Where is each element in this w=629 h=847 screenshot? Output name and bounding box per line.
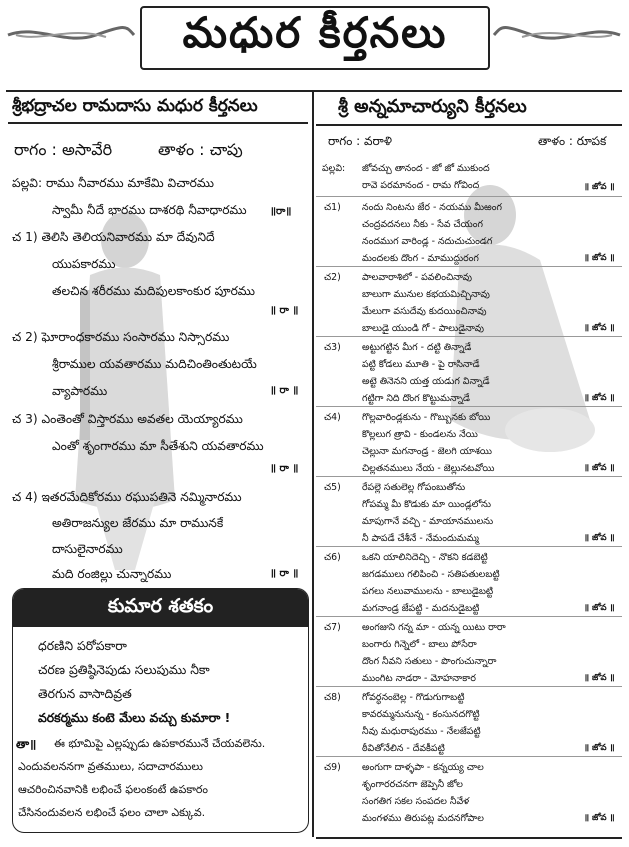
right-line: చంద్రవదనలు నీకు - సేవ చేయంగ (362, 219, 483, 230)
left-line: పల్లవి: రాము నీవారము మాకేమి విచారము (12, 176, 214, 190)
left-refrain: ॥రా॥ (270, 206, 292, 217)
title-flourish-right-icon (492, 22, 622, 48)
right-label: చ6) (324, 552, 341, 563)
right-label: చ3) (324, 342, 341, 353)
right-line: నీ పాపడే చేశీనే - నేమందుమమ్మ (362, 533, 479, 544)
shatakam-line: ధరణిని పరోపకారా (38, 638, 127, 653)
right-line: బాలుడై యుండి గో - పాలుడైనావు (362, 323, 484, 334)
right-label: చ4) (324, 412, 341, 423)
stanza-divider (316, 476, 622, 477)
left-line: చ 4) ఇతరమేదికోరము రఘుపతినె నమ్మినారము (12, 490, 242, 504)
right-label: చ9) (324, 762, 341, 773)
right-line: గొల్లవారిండ్లకును - గొబ్బునకు బోయి (362, 412, 491, 423)
right-line: రేపల్లె సతులెల్ల గోపంబుతోను (362, 482, 466, 493)
right-line: అట్టుగట్టిన మీగ - దట్టి తిన్నాడే (362, 342, 472, 353)
right-line: గోవర్ధనంబెల్ల - గొడుగుగాబట్టి (362, 692, 465, 703)
annamacharya-illustration-icon (420, 170, 610, 470)
right-line: మగనాండ్ర జేపట్టి - మదనుడైబట్టి (362, 603, 480, 614)
right-line: చిల్లతనములు నేయ - జెల్లునటవోయి (362, 463, 495, 474)
shatakam-line: చరణ ప్రతిష్ఠినెపుడు సలుపుము నీకా (38, 662, 210, 677)
right-line: సంగతిగ సకల సంపదల నీవేళ (362, 796, 470, 807)
right-refrain: ॥ జోవ ॥ (584, 323, 615, 333)
right-line: అంగజుని గన్న మా - యన్న యిటు రారా (362, 622, 506, 633)
header-divider (6, 90, 622, 92)
right-line: గట్టిగా నిది దొంగ కొట్టుమన్నాడే (362, 393, 470, 404)
right-line: మంగళము తిరుపట్ల మదనగోపాల (362, 813, 484, 824)
stanza-divider (316, 406, 622, 407)
left-refrain: ॥ రా ॥ (270, 463, 299, 474)
right-tala: తాళం : రూపక (538, 134, 607, 148)
left-refrain: ॥ రా ॥ (270, 305, 299, 316)
title-flourish-left-icon (6, 22, 136, 48)
shatakam-meaning-line: ఎందువలననగా వ్రతములు, సదాచారములు (18, 760, 203, 773)
left-line: చ 3) ఎంతెంతో విస్తారము అవతల యెయ్యారము (12, 412, 243, 426)
right-line: రావె పరమానంద - రామ గోవింద (362, 180, 480, 191)
shatakam-meaning-line: ఆచరించినవానికి లభించే ఫలంకంటే ఉపకారం (18, 783, 208, 796)
right-refrain: ॥ జోవ ॥ (584, 533, 615, 543)
right-line: ఒకని యాలినిదెచ్చి - నొకని కడబెట్టి (362, 552, 488, 563)
shatakam-meaning-line: చేసినందువలన లభించే ఫలం చాలా ఎక్కువ. (18, 806, 206, 819)
page-title-box (140, 6, 490, 70)
column-divider (312, 92, 314, 837)
right-line: శృంగారరచనగా జెప్పెనీ జోల (362, 779, 463, 790)
left-raga: రాగం : అసావేరి (14, 140, 113, 159)
left-line: శ్రీరాముల యవతారము మదిచింతింతుటయే (52, 357, 257, 371)
left-line: అతిరాజన్యుల జేరము మా రామునకే (52, 516, 224, 530)
right-line: మాపుగానే వచ్చి - మాయానములను (362, 516, 494, 527)
right-line: పట్టి కోడలు మూతి - పై రాసినాడే (362, 359, 480, 370)
stanza-divider (316, 686, 622, 687)
stanza-divider (316, 336, 622, 337)
right-line: మందలకు దొంగ - మాముద్దురంగ (362, 253, 479, 264)
right-refrain: ॥ జోవ ॥ (584, 463, 615, 473)
right-refrain: ॥ జోవ ॥ (584, 253, 615, 263)
left-line: దాసులైనారము (52, 542, 123, 556)
right-line: ఠీవితోనేలిన - దేవకీపట్టి (362, 743, 445, 754)
right-line: అట్టె తినెనని యత్త యడుగ విన్నాడే (362, 376, 490, 387)
right-line: చెల్లునా మగనాండ్ర - జెలగి యాశయి (362, 446, 492, 457)
right-title-underline (316, 124, 622, 126)
right-line: నందముగ వారిండ్ల - నదుచుచుండగ (362, 236, 493, 247)
right-refrain: ॥ జోవ ॥ (584, 813, 615, 823)
right-line: కొల్లలుగ త్రావి - కుండలను నేయి (362, 429, 478, 440)
right-label: చ1) (324, 202, 341, 213)
right-line: బాలుగా మునుల కభయమిచ్చినావు (362, 289, 490, 300)
right-line: కావరమ్మనునున్న - కంసునదగొట్టి (362, 709, 480, 720)
left-tala: తాళం : చాపు (158, 140, 243, 159)
page-title: మధుర కీర్తనలు (182, 8, 448, 57)
left-line: చ 2) ఘోరాంధకారము సంసారము నిస్సారము (12, 330, 230, 344)
stanza-divider (316, 196, 622, 197)
bottom-rule (316, 837, 622, 839)
right-label: చ8) (324, 692, 341, 703)
right-line: జోవచ్చు తానంద - జో జో ముకుంద (362, 163, 490, 174)
left-line: మది రంజిల్లు చున్నారము (52, 567, 172, 581)
left-line: యుపకారము (52, 257, 116, 271)
right-line: మేలుగా వసుదేవు కుదయించినావు (362, 306, 487, 317)
left-section-title: శ్రీభద్రాచల రామదాసు మధుర కీర్తనలు (12, 96, 258, 116)
left-refrain: ॥ రా ॥ (270, 385, 299, 396)
shatakam-ta-label: తా॥ (16, 737, 37, 751)
right-line: నీవు మధురాపురము - నేలజేపట్టి (362, 726, 481, 737)
right-line: గోపమ్మ మీ కొడుకు మా యిండ్లలోను (362, 499, 491, 510)
left-line: తలచిన శరీరము మదిపులకాంకుర పూరము (52, 284, 255, 298)
right-line: అంగుగా దాళ్ళపా - కన్నయ్య చాల (362, 762, 484, 773)
right-line: జగడములు గలిపించి - సతిపతులబట్టి (362, 569, 500, 580)
right-label: చ7) (324, 622, 341, 633)
right-refrain: ॥ జోవ ॥ (584, 743, 615, 753)
right-label: చ2) (324, 272, 341, 283)
right-line: పగలు నలువాములను - బాలుడైబట్టి (362, 586, 494, 597)
left-title-underline (8, 122, 308, 124)
right-refrain: ॥ జోవ ॥ (584, 182, 615, 192)
right-line: బంగారు గిన్నెలో - బాలు పోసేరా (362, 639, 477, 650)
shatakam-line: తెరగున వాసాదివ్రత (38, 686, 132, 701)
right-refrain: ॥ జోవ ॥ (584, 673, 615, 683)
stanza-divider (316, 266, 622, 267)
stanza-divider (316, 616, 622, 617)
right-section-title: శ్రీ అన్నమాచార్యుని కీర్తనలు (338, 96, 527, 117)
shatakam-meaning-line: ఈ భూమిపై ఎల్లప్పుడు ఉపకారమునే చేయవలెను. (54, 737, 266, 750)
right-line: ముంగిట నాడరా - మోహనాకార (362, 673, 476, 684)
right-label: పల్లవి: (322, 163, 346, 174)
right-refrain: ॥ జోవ ॥ (584, 603, 615, 613)
stanza-divider (316, 756, 622, 757)
right-line: నందు నింటను జేర - నయము మీఱంగ (362, 202, 502, 213)
left-refrain: ॥ రా ॥ (270, 568, 299, 579)
right-refrain: ॥ జోవ ॥ (584, 393, 615, 403)
left-line: చ 1) తెలిసి తెలియనివారము మా దేవునిదే (12, 230, 215, 244)
right-line: దొంగ నీవని సతులు - పొంగుచున్నారా (362, 656, 497, 667)
right-raga: రాగం : వరాళి (328, 134, 393, 148)
shatakam-title: కుమార శతకం (13, 589, 308, 627)
shatakam-line: వరకర్మము కంటె మేలు వచ్చు కుమారా ! (38, 710, 231, 725)
right-label: చ5) (324, 482, 341, 493)
left-line: స్వామీ నీదే భారము దాశరథి నీవాధారము (52, 203, 247, 217)
stanza-divider (316, 546, 622, 547)
right-line: పాలవారాశిలో - పవలించినావు (362, 272, 472, 283)
left-line: ఎంతో శృంగారము మా సీతేశుని యవతారము (52, 439, 264, 453)
left-line: వ్యాపారము (52, 384, 108, 398)
